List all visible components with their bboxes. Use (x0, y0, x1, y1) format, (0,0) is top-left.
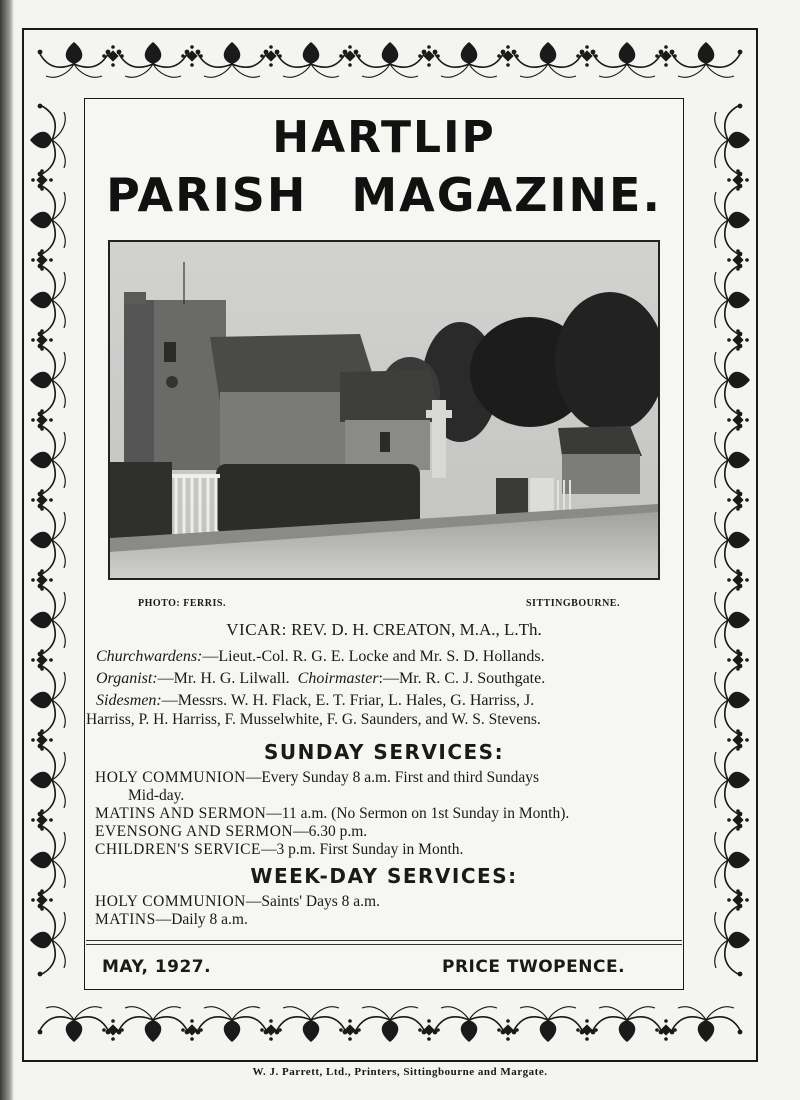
choirmaster-label: Choirmaster (297, 670, 379, 687)
sunday-service-holy-communion (95, 768, 539, 787)
sunday-service-matins (95, 804, 569, 823)
service-name: MATINS (95, 911, 156, 928)
service-detail: —Every Sunday 8 a.m. First and third Sundays (245, 769, 540, 786)
churchwardens-line (96, 647, 692, 667)
weekday-service-matins (95, 910, 248, 929)
organist-line (96, 669, 692, 689)
organist-name: —Mr. H. G. Lilwall. (157, 670, 290, 687)
service-name: EVENSONG AND SERMON (95, 823, 294, 840)
churchwardens-names: —Lieut.-Col. R. G. E. Locke and Mr. S. D. Hollands. (202, 648, 545, 665)
vicar-label: VICAR: (226, 620, 287, 639)
masthead-title-line1: HARTLIP (272, 112, 496, 163)
service-name: MATINS AND SERMON (95, 805, 267, 822)
service-detail: —6.30 p.m. (293, 823, 368, 840)
weekday-services-heading: WEEK-DAY SERVICES: (250, 864, 518, 888)
service-detail: —3 p.m. First Sunday in Month. (261, 841, 464, 858)
sidesmen-names-1: —Messrs. W. H. Flack, E. T. Friar, L. Hales, G. Harriss, J. (161, 692, 535, 709)
sunday-service-evensong (95, 822, 367, 841)
masthead-title-line2: PARISH MAGAZINE. (106, 168, 662, 222)
choirmaster-name: :—Mr. R. C. J. Southgate. (378, 670, 546, 687)
service-detail: —Daily 8 a.m. (155, 911, 248, 928)
vicar-line (86, 620, 682, 640)
footer-rule-top-2 (86, 944, 682, 945)
footer-rule-top (86, 940, 682, 941)
sunday-service-childrens (95, 840, 463, 859)
service-name: CHILDREN'S SERVICE (95, 841, 261, 858)
printer-imprint: W. J. Parrett, Ltd., Printers, Sittingbourne and Margate. (252, 1066, 548, 1078)
sidesmen-line2: Harriss, P. H. Harriss, F. Musselwhite, F. G. Saunders, and W. S. Stevens. (86, 711, 541, 728)
service-detail: —11 a.m. (No Sermon on 1st Sunday in Month). (266, 805, 570, 822)
sidesmen-line1 (96, 691, 692, 711)
issue-date: MAY, 1927. (102, 957, 212, 977)
binding-spine-shadow (0, 0, 14, 1100)
organist-label: Organist: (96, 670, 158, 687)
photo-credit-left: PHOTO: FERRIS. (138, 598, 226, 609)
sidesmen-label: Sidesmen: (96, 692, 162, 709)
sunday-service-holy-communion-cont: Mid-day. (128, 787, 185, 804)
church-photograph (108, 240, 660, 580)
vicar-name: REV. D. H. CREATON, M.A., L.Th. (291, 620, 542, 639)
weekday-service-holy-communion (95, 892, 380, 911)
churchwardens-label: Churchwardens: (96, 648, 203, 665)
service-detail: —Saints' Days 8 a.m. (245, 893, 380, 910)
price: PRICE TWOPENCE. (442, 957, 626, 977)
service-name: HOLY COMMUNION (95, 893, 246, 910)
photo-credit-right: SITTINGBOURNE. (526, 598, 620, 609)
sunday-services-heading: SUNDAY SERVICES: (263, 740, 505, 764)
service-name: HOLY COMMUNION (95, 769, 246, 786)
